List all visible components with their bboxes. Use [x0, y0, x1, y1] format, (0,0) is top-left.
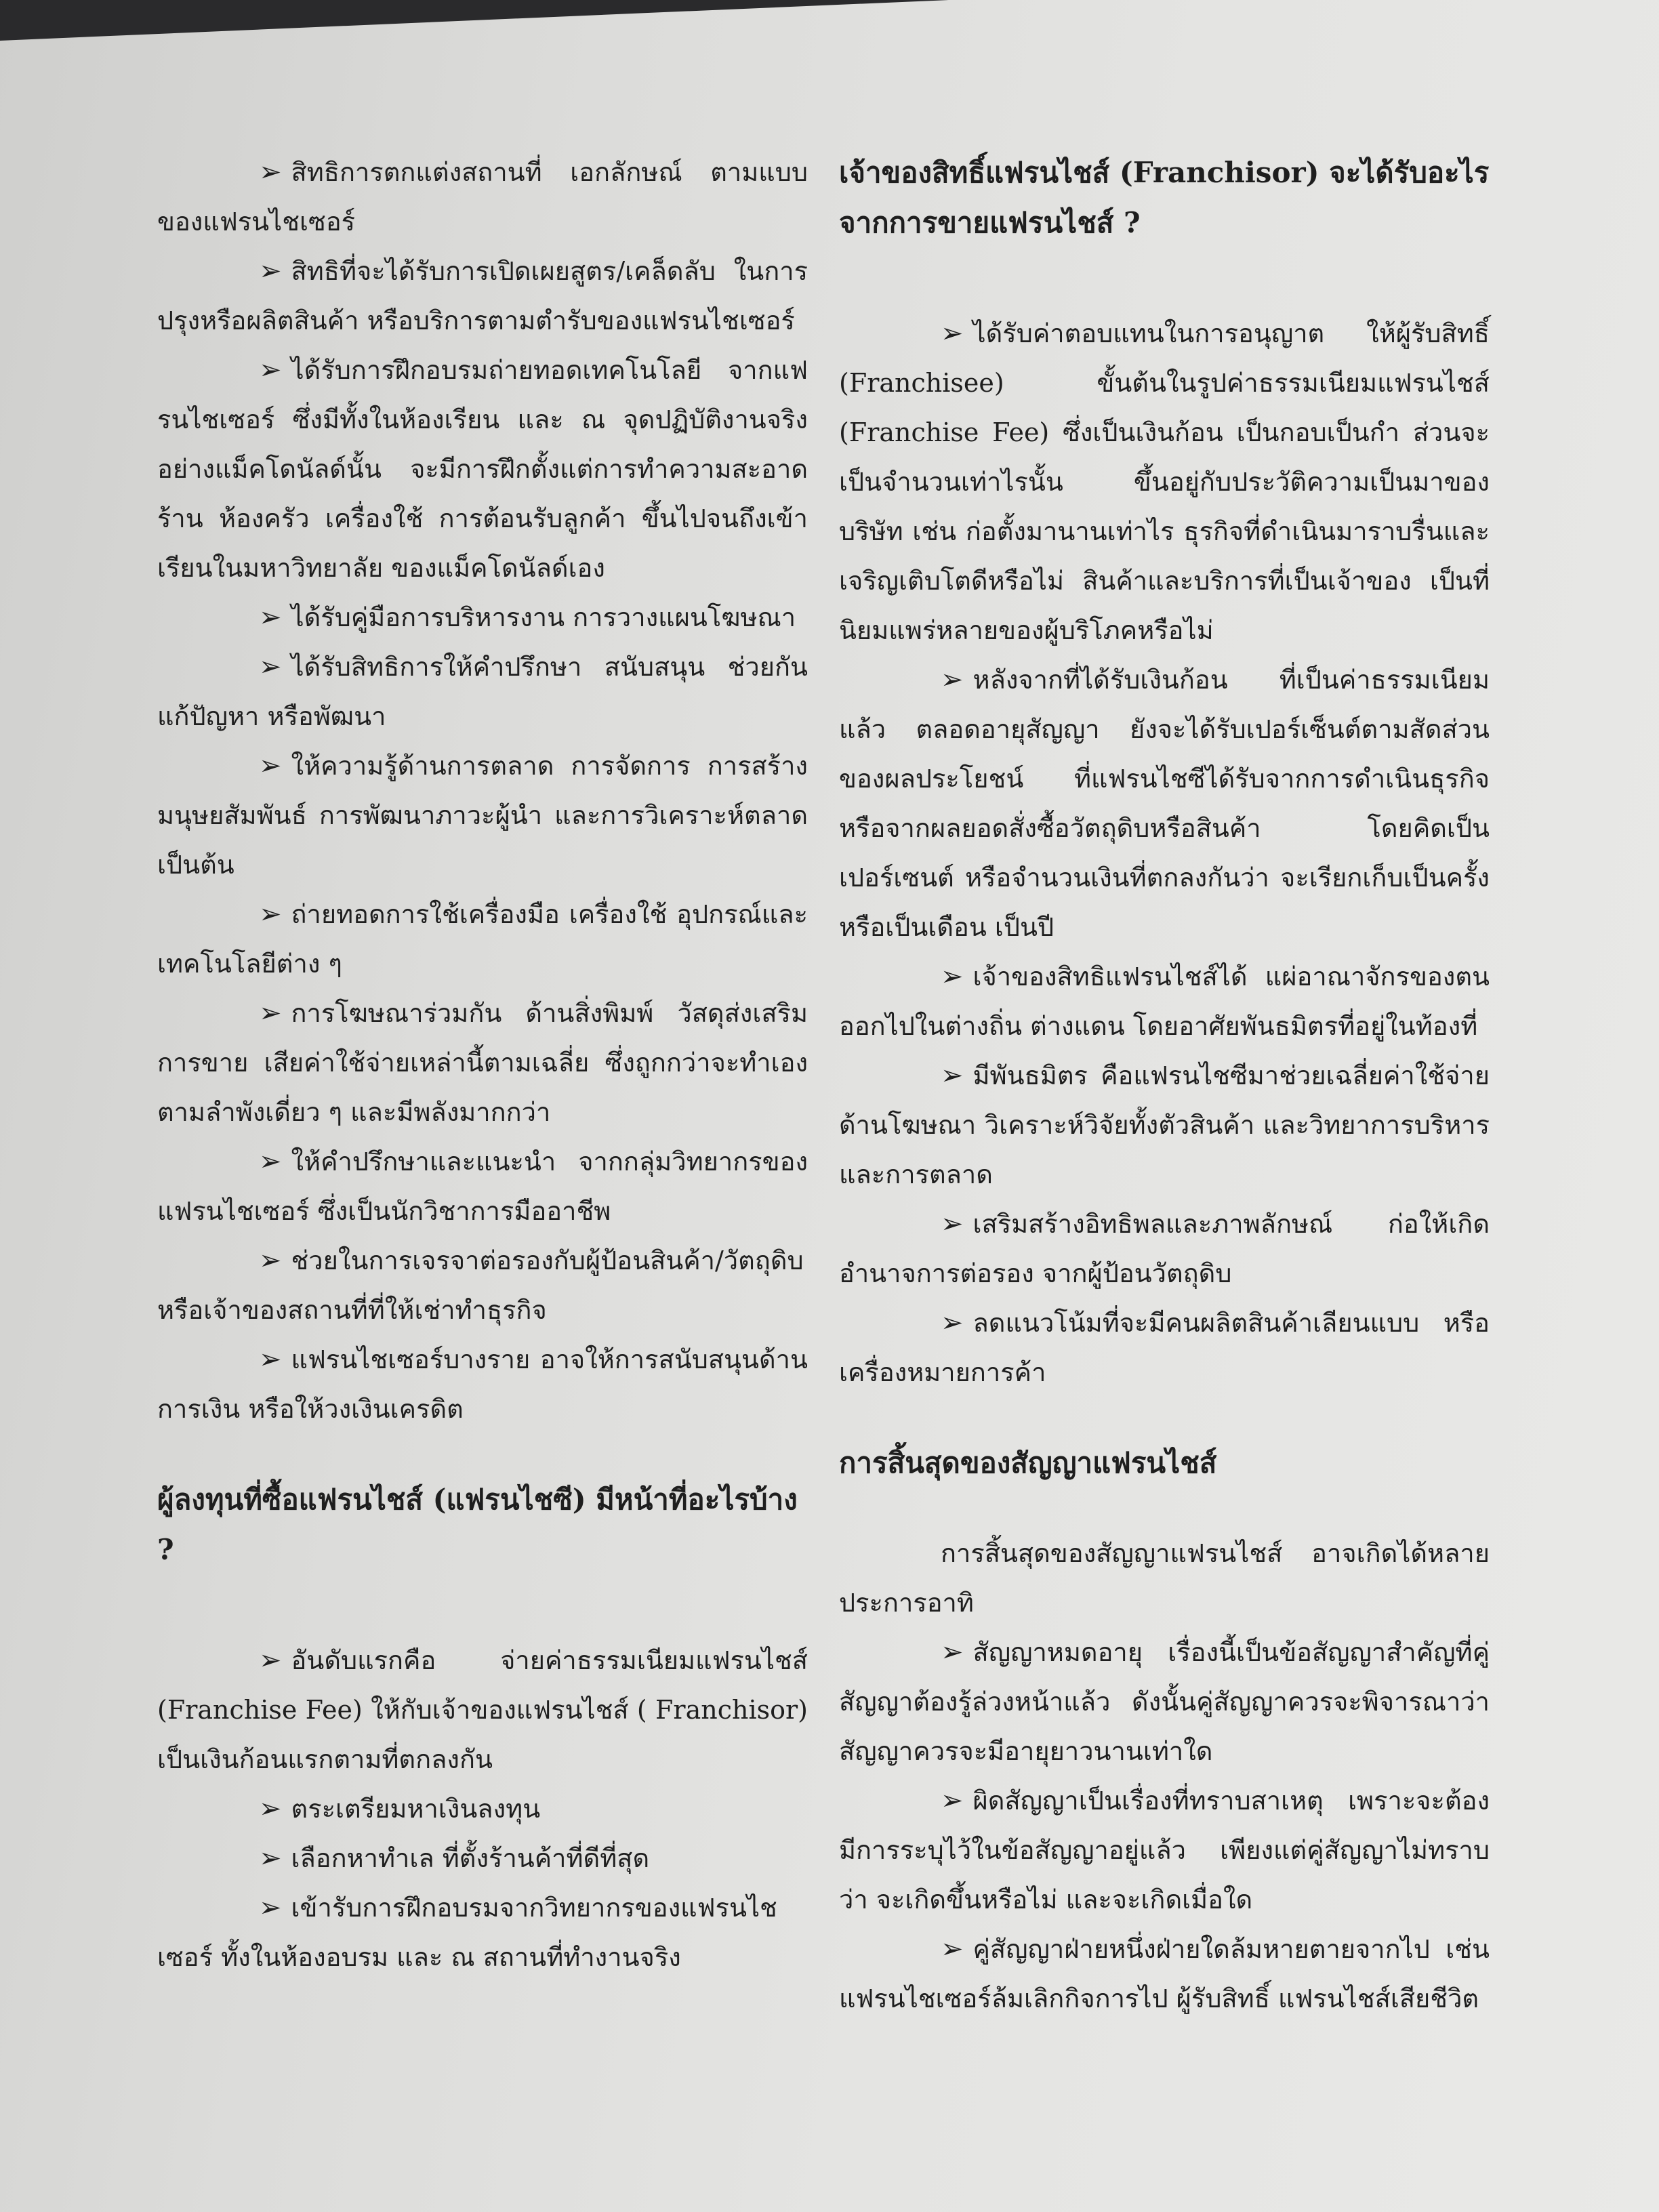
bullet-text: แฟรนไชเซอร์บางราย อาจให้การสนับสนุนด้านการเงิน หรือให้วงเงินเครดิต — [157, 1345, 808, 1424]
arrow-bullet-icon: ➢ — [259, 1146, 282, 1177]
arrow-bullet-icon: ➢ — [941, 1933, 964, 1965]
arrow-bullet-icon: ➢ — [941, 664, 964, 695]
section-heading-contract-termination: การสิ้นสุดของสัญญาแฟรนไชส์ — [839, 1446, 1217, 1479]
bullet-text: อันดับแรกคือ จ่ายค่าธรรมเนียมแฟรนไชส์ (Franchise Fee) ให้กับเจ้าของแฟรนไชส์ ( Franchisor) เป็นเงินก้อนแรกตามที่ตกลงกัน — [157, 1645, 808, 1774]
bullet-text: เสริมสร้างอิทธิพลและภาพลักษณ์ ก่อให้เกิดอำนาจการต่อรอง จากผู้ป้อนวัตถุดิบ — [839, 1209, 1490, 1288]
right-termination-3 — [839, 1925, 1490, 2024]
bullet-text: เข้ารับการฝึกอบรมจากวิทยากรของแฟรนไชเซอร์ ทั้งในห้องอบรม และ ณ สถานที่ทำงานจริง — [157, 1893, 777, 1972]
left-bullet-1 — [157, 148, 808, 247]
arrow-bullet-icon: ➢ — [259, 602, 282, 633]
arrow-bullet-icon: ➢ — [259, 1793, 282, 1824]
bullet-text: หลังจากที่ได้รับเงินก้อน ที่เป็นค่าธรรมเนียมแล้ว ตลอดอายุสัญญา ยังจะได้รับเปอร์เซ็นต์ตามสัดส่วนของผลประโยชน์ ที่แฟรนไชซีได้รับจากการดำเนินธุรกิจ หรือจากผลยอดสั่งซื้อวัตถุดิบหรือสินค้า โดยคิดเป็นเปอร์เซนต์ หรือจำนวนเงินที่ตกลงกันว่า จะเรียกเก็บเป็นครั้ง หรือเป็นเดือน เป็นปี — [839, 665, 1490, 942]
left-bullet-7 — [157, 890, 808, 989]
left-bullet-9 — [157, 1137, 808, 1236]
page-corner-shadow — [0, 0, 949, 41]
left-bullet-2 — [157, 247, 808, 346]
left-duty-3 — [157, 1834, 808, 1883]
arrow-bullet-icon: ➢ — [259, 899, 282, 930]
bullet-text: มีพันธมิตร คือแฟรนไชซีมาช่วยเฉลี่ยค่าใช้จ่ายด้านโฆษณา วิเคราะห์วิจัยทั้งตัวสินค้า และวิทยาการบริหารและการตลาด — [839, 1061, 1490, 1189]
bullet-text: เลือกหาทำเล ที่ตั้งร้านค้าที่ดีที่สุด — [291, 1843, 650, 1873]
arrow-bullet-icon: ➢ — [941, 1637, 964, 1668]
right-benefit-1 — [839, 309, 1490, 655]
bullet-text: ให้ความรู้ด้านการตลาด การจัดการ การสร้างมนุษยสัมพันธ์ การพัฒนาภาวะผู้นำ และการวิเคราะห์ตลาด เป็นต้น — [157, 751, 808, 880]
bullet-text: ให้คำปรึกษาและแนะนำ จากกลุ่มวิทยากรของแฟรนไชเซอร์ ซึ่งเป็นนักวิชาการมืออาชีพ — [157, 1147, 808, 1226]
arrow-bullet-icon: ➢ — [941, 1208, 964, 1240]
arrow-bullet-icon: ➢ — [941, 961, 964, 992]
arrow-bullet-icon: ➢ — [259, 750, 282, 781]
bullet-text: ได้รับการฝึกอบรมถ่ายทอดเทคโนโลยี จากแฟรนไชเซอร์ ซึ่งมีทั้งในห้องเรียน และ ณ จุดปฏิบัติงานจริง อย่างแม็คโดนัลด์นั้น จะมีการฝึกตั้งแต่การทำความสะอาดร้าน ห้องครัว เครื่องใช้ การต้อนรับลูกค้า ขึ้นไปจนถึงเข้าเรียนในมหาวิทยาลัย ของแม็คโดนัลด์เอง — [157, 355, 808, 583]
arrow-bullet-icon: ➢ — [259, 1843, 282, 1874]
termination-intro: การสิ้นสุดของสัญญาแฟรนไชส์ อาจเกิดได้หลายประการอาทิ — [839, 1538, 1490, 1618]
arrow-bullet-icon: ➢ — [259, 1344, 282, 1375]
left-bullet-3 — [157, 346, 808, 593]
arrow-bullet-icon: ➢ — [941, 1060, 964, 1091]
bullet-text: ได้รับสิทธิการให้คำปรึกษา สนับสนุน ช่วยกันแก้ปัญหา หรือพัฒนา — [157, 652, 808, 731]
arrow-bullet-icon: ➢ — [259, 1645, 282, 1676]
right-benefit-4 — [839, 1051, 1490, 1200]
bullet-text: สิทธิที่จะได้รับการเปิดเผยสูตร/เคล็ดลับ ในการปรุงหรือผลิตสินค้า หรือบริการตามตำรับของแฟรนไชเซอร์ — [157, 256, 808, 335]
left-bullet-8 — [157, 989, 808, 1137]
left-bullet-5 — [157, 642, 808, 741]
bullet-text: ช่วยในการเจรจาต่อรองกับผู้ป้อนสินค้า/วัตถุดิบ หรือเจ้าของสถานที่ที่ให้เช่าทำธุรกิจ — [157, 1246, 804, 1325]
arrow-bullet-icon: ➢ — [259, 255, 282, 287]
section-heading-franchisor-benefits: เจ้าของสิทธิ์แฟรนไชส์ (Franchisor) จะได้รับอะไรจากการขายแฟรนไชส์ ? — [839, 156, 1490, 239]
arrow-bullet-icon: ➢ — [259, 1245, 282, 1276]
bullet-text: ได้รับคู่มือการบริหารงาน การวางแผนโฆษณา — [291, 602, 796, 632]
arrow-bullet-icon: ➢ — [259, 157, 282, 188]
bullet-text: เจ้าของสิทธิแฟรนไชส์ได้ แผ่อาณาจักรของตนออกไปในต่างถิ่น ต่างแดน โดยอาศัยพันธมิตรที่อยู่ในท้องที่ — [839, 962, 1490, 1041]
left-duty-4 — [157, 1883, 808, 1982]
left-column — [157, 148, 808, 1982]
bullet-text: ถ่ายทอดการใช้เครื่องมือ เครื่องใช้ อุปกรณ์และเทคโนโลยีต่าง ๆ — [157, 899, 808, 979]
arrow-bullet-icon: ➢ — [259, 998, 282, 1029]
arrow-bullet-icon: ➢ — [259, 354, 282, 386]
bullet-text: สิทธิการตกแต่งสถานที่ เอกลักษณ์ ตามแบบของแฟรนไชเซอร์ — [157, 157, 808, 237]
arrow-bullet-icon: ➢ — [941, 318, 964, 349]
arrow-bullet-icon: ➢ — [259, 651, 282, 682]
bullet-text: การโฆษณาร่วมกัน ด้านสิ่งพิมพ์ วัสดุส่งเสริมการขาย เสียค่าใช้จ่ายเหล่านี้ตามเฉลี่ย ซึ่งถูกกว่าจะทำเองตามลำพังเดี่ยว ๆ และมีพลังมากกว่า — [157, 998, 808, 1127]
left-duty-2 — [157, 1784, 808, 1834]
left-bullet-11 — [157, 1335, 808, 1434]
right-termination-1 — [839, 1628, 1490, 1776]
bullet-text: ลดแนวโน้มที่จะมีคนผลิตสินค้าเลียนแบบ หรือเครื่องหมายการค้า — [839, 1308, 1490, 1387]
left-bullet-10 — [157, 1236, 808, 1335]
right-termination-2 — [839, 1776, 1490, 1925]
bullet-text: ตระเตรียมหาเงินลงทุน — [291, 1794, 541, 1824]
bullet-text: ได้รับค่าตอบแทนในการอนุญาต ให้ผู้รับสิทธิ์ (Franchisee) ขั้นต้นในรูปค่าธรรมเนียมแฟรนไชส์ (Franchise Fee) ซึ่งเป็นเงินก้อน เป็นกอบเป็นกำ ส่วนจะเป็นจำนวนเท่าไรนั้น ขึ้นอยู่กับประวัติความเป็นมาของบริษัท เช่น ก่อตั้งมานานเท่าไร ธุรกิจที่ดำเนินมาราบรื่นและเจริญเติบโตดีหรือไม่ สินค้าและบริการที่เป็นเจ้าของ เป็นที่นิยมแพร่หลายของผู้บริโภคหรือไม่ — [839, 319, 1490, 645]
section-heading-franchisee-duties: ผู้ลงทุนที่ซื้อแฟรนไชส์ (แฟรนไชซี) มีหน้าที่อะไรบ้าง ? — [157, 1483, 798, 1566]
left-bullet-6 — [157, 741, 808, 890]
left-duty-1 — [157, 1636, 808, 1784]
bullet-text: คู่สัญญาฝ่ายหนึ่งฝ่ายใดล้มหายตายจากไป เช่น แฟรนไชเซอร์ล้มเลิกกิจการไป ผู้รับสิทธิ์ แฟรนไชส์เสียชีวิต — [839, 1934, 1490, 2013]
arrow-bullet-icon: ➢ — [259, 1892, 282, 1923]
right-column — [839, 148, 1490, 2024]
bullet-text: สัญญาหมดอายุ เรื่องนี้เป็นข้อสัญญาสำคัญที่คู่สัญญาต้องรู้ล่วงหน้าแล้ว ดังนั้นคู่สัญญาควรจะพิจารณาว่า สัญญาควรจะมีอายุยาวนานเท่าใด — [839, 1637, 1490, 1766]
right-benefit-3 — [839, 952, 1490, 1051]
left-bullet-4 — [157, 593, 808, 642]
right-benefit-6 — [839, 1298, 1490, 1397]
arrow-bullet-icon: ➢ — [941, 1307, 964, 1338]
right-benefit-2 — [839, 655, 1490, 952]
bullet-text: ผิดสัญญาเป็นเรื่องที่ทราบสาเหตุ เพราะจะต้องมีการระบุไว้ในข้อสัญญาอยู่แล้ว เพียงแต่คู่สัญญาไม่ทราบว่า จะเกิดขึ้นหรือไม่ และจะเกิดเมื่อใด — [839, 1786, 1490, 1914]
right-benefit-5 — [839, 1200, 1490, 1298]
arrow-bullet-icon: ➢ — [941, 1785, 964, 1816]
